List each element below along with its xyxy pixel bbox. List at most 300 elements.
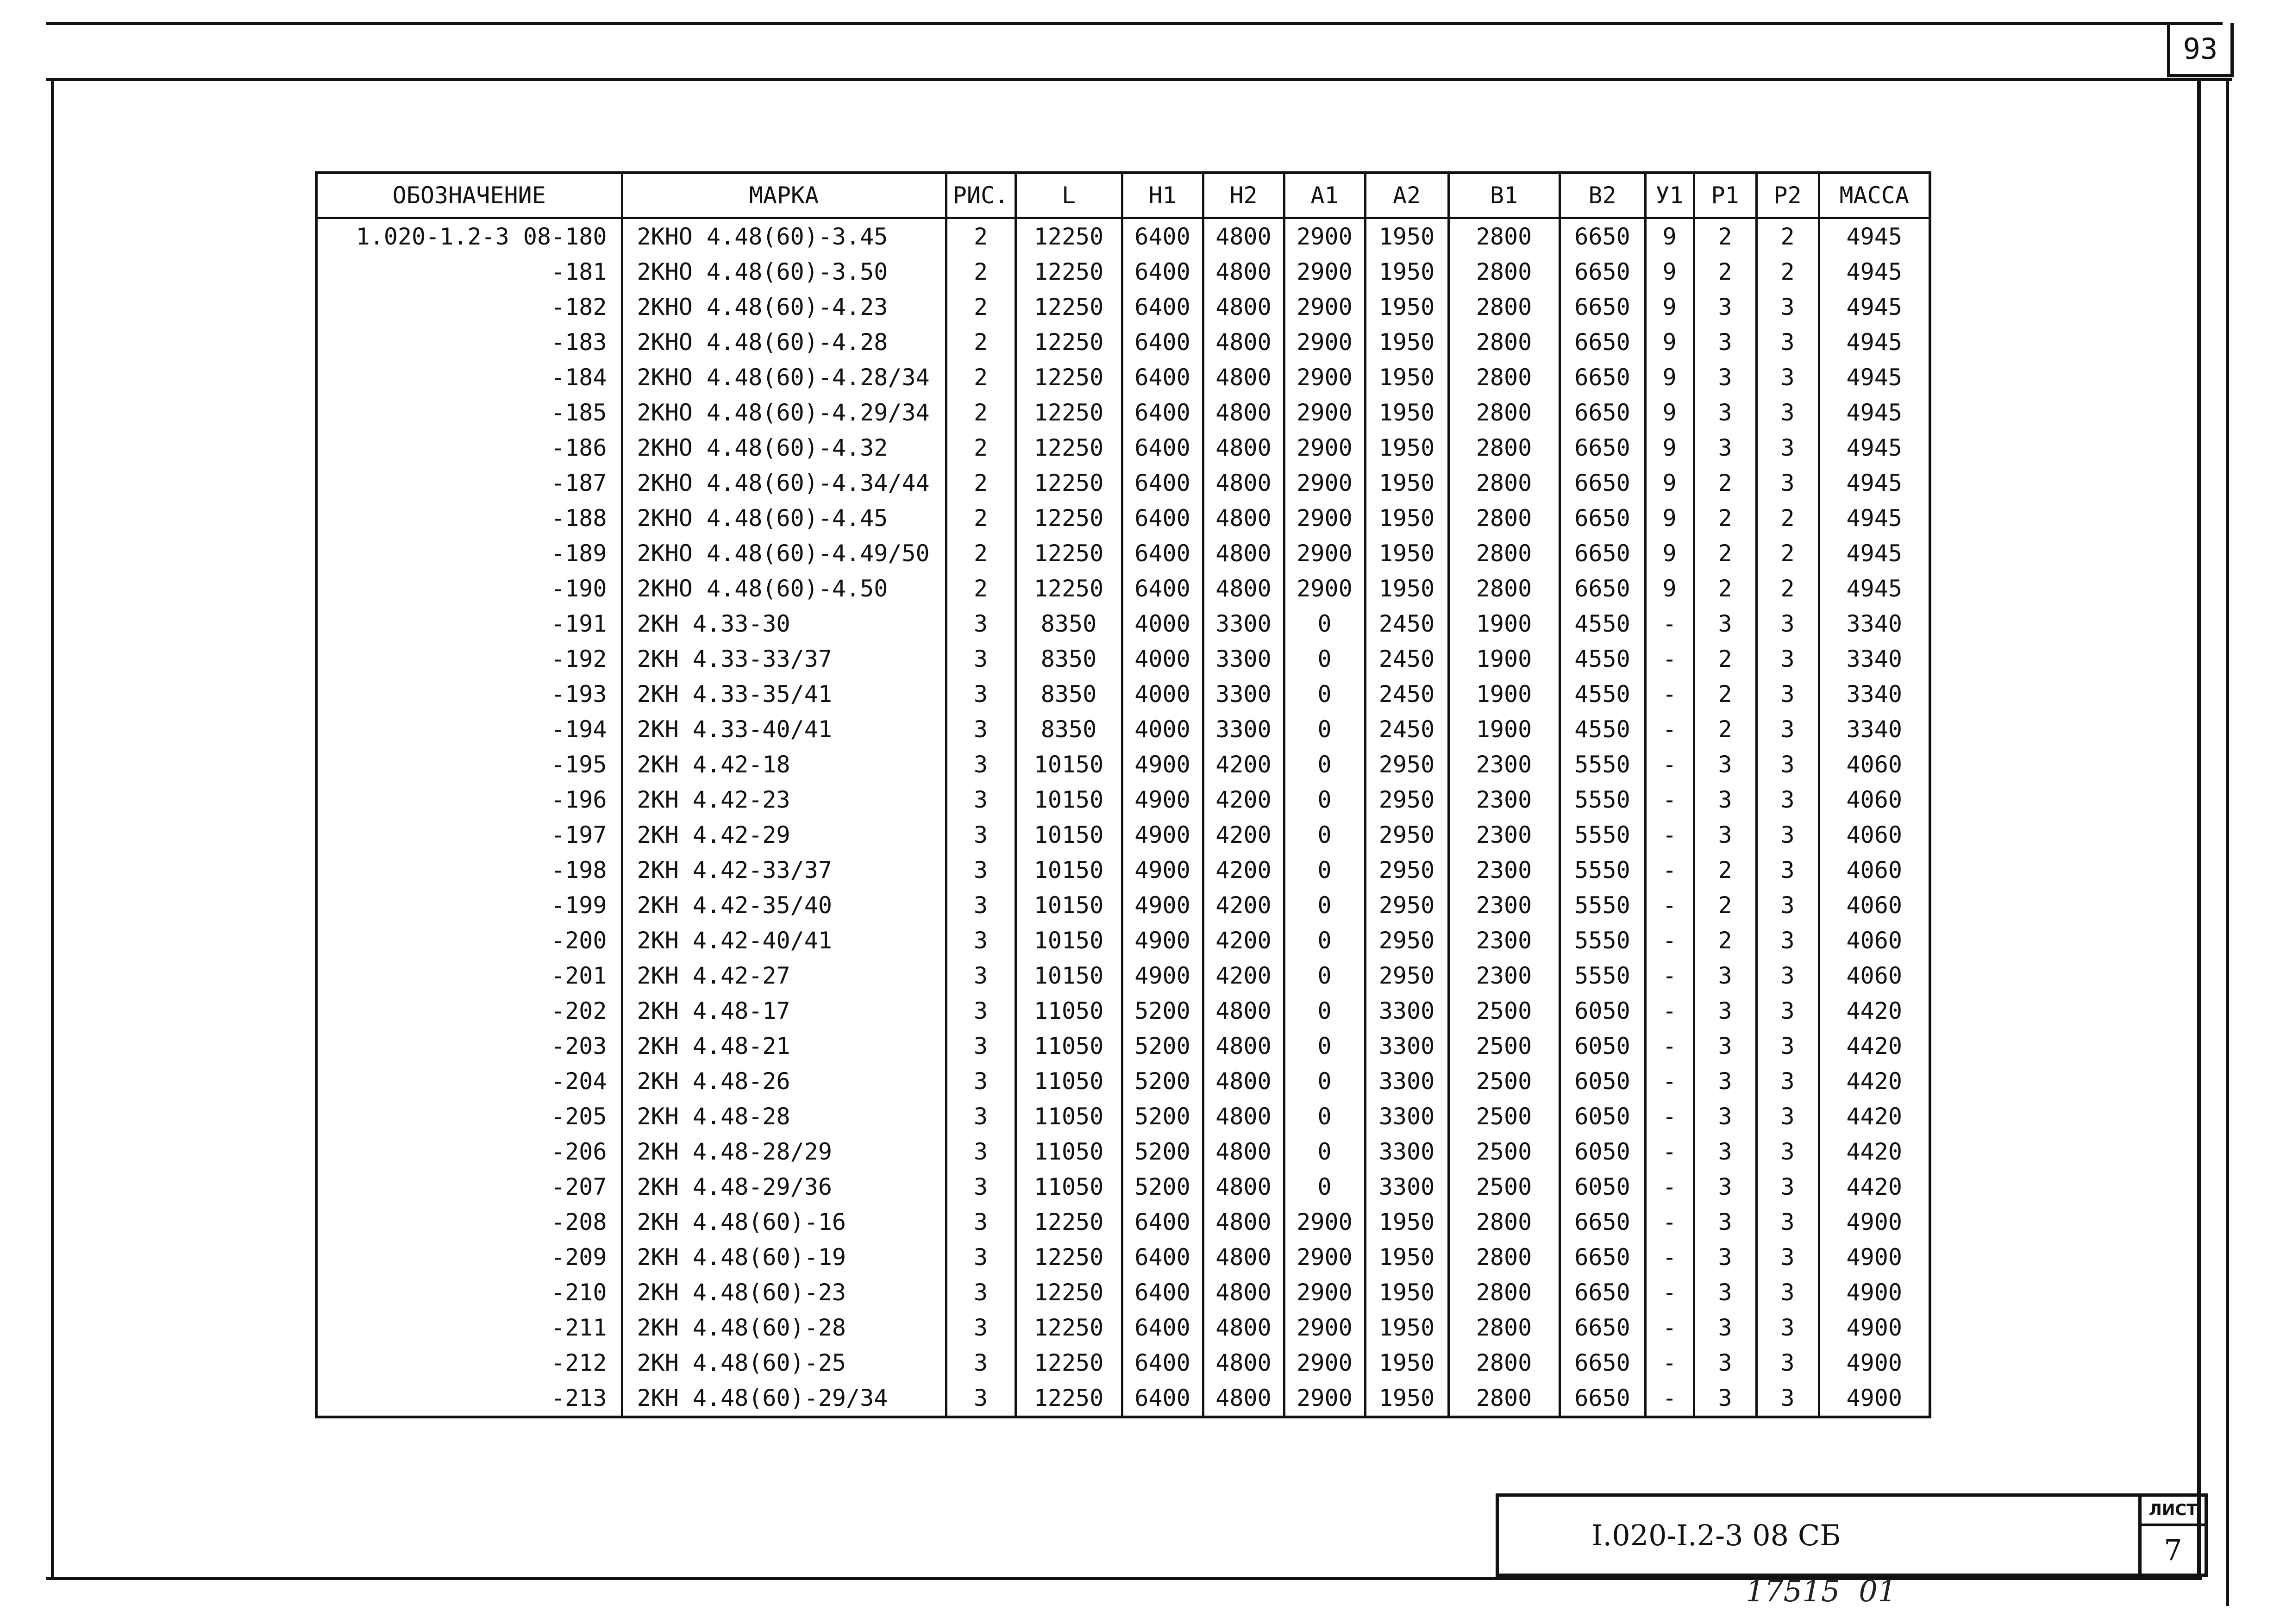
table-cell: 3 [946,958,1015,993]
table-cell: 4200 [1203,923,1284,958]
table-cell: 4945 [1819,501,1930,536]
table-cell: 3 [1694,1204,1756,1240]
table-cell: 3300 [1365,1028,1448,1064]
table-cell: 2 [1694,853,1756,888]
table-cell: 2 [1756,501,1819,536]
table-cell: 12250 [1015,501,1122,536]
table-cell: -200 [551,927,607,954]
table-cell: 4900 [1122,923,1203,958]
table-cell: 2800 [1448,1240,1560,1275]
table-cell: 3 [1756,1064,1819,1099]
table-cell: 2800 [1448,465,1560,501]
table-cell: 3340 [1819,712,1930,747]
table-cell: 5550 [1560,782,1645,817]
table-cell: 4420 [1819,993,1930,1028]
table-cell: 5550 [1560,853,1645,888]
table-cell: 2 [946,395,1015,430]
table-cell: 2900 [1284,218,1365,255]
table-cell: 2КН 4.42-29 [622,817,946,853]
table-cell: 4800 [1203,1204,1284,1240]
sheet-label: ЛИСТ [2142,1497,2205,1526]
table-cell: 3 [1756,677,1819,712]
table-cell: 3300 [1365,1064,1448,1099]
table-cell: 3 [1694,958,1756,993]
table-cell: 4945 [1819,325,1930,360]
table-cell: - [1645,1169,1694,1204]
table-cell: 4000 [1122,712,1203,747]
table-cell: 12250 [1015,289,1122,325]
table-row [316,325,1930,360]
table-cell: -183 [551,329,607,356]
table-cell: 2950 [1365,747,1448,782]
table-cell: 6400 [1122,1345,1203,1380]
table-cell: 2800 [1448,1380,1560,1417]
table-cell: 2800 [1448,395,1560,430]
table-cell: 6650 [1560,501,1645,536]
table-cell: 4800 [1203,395,1284,430]
table-cell: 3 [1756,1028,1819,1064]
table-cell: 2950 [1365,853,1448,888]
table-cell: 4800 [1203,1169,1284,1204]
table-cell: 12250 [1015,430,1122,465]
table-cell: 2 [1694,254,1756,289]
table-cell: 2КН 4.48(60)-16 [622,1204,946,1240]
table-row [316,1099,1930,1134]
table-cell: 4060 [1819,747,1930,782]
table-row [316,571,1930,606]
table-cell: 2КН 4.42-18 [622,747,946,782]
table-cell: 3 [1694,993,1756,1028]
table-cell: 4900 [1819,1380,1930,1417]
table-cell: 3300 [1203,677,1284,712]
table-cell: 2950 [1365,888,1448,923]
table-cell: 6650 [1560,536,1645,571]
table-cell: 2 [946,289,1015,325]
table-cell: 3 [1756,395,1819,430]
table-cell: -181 [551,258,607,285]
table-cell: 3 [1694,1345,1756,1380]
table-cell: 4800 [1203,1028,1284,1064]
handwritten-note: 17515 01 [1746,1574,1897,1609]
table-cell: -209 [551,1244,607,1271]
table-cell: 2900 [1284,1275,1365,1310]
table-cell: 3 [946,1345,1015,1380]
table-cell: - [1645,606,1694,641]
table-cell: 2 [1694,465,1756,501]
table-cell: 3 [946,712,1015,747]
table-cell: 1950 [1365,1275,1448,1310]
table-cell: 4060 [1819,782,1930,817]
table-cell: 4900 [1122,817,1203,853]
table-cell: 4550 [1560,712,1645,747]
table-cell: 2300 [1448,747,1560,782]
table-cell: 2800 [1448,430,1560,465]
table-cell: -203 [551,1033,607,1060]
table-cell: -194 [551,716,607,743]
table-row [316,782,1930,817]
column-header: МАССА [1819,173,1930,218]
table-cell: 4550 [1560,606,1645,641]
table-cell: 2 [946,360,1015,395]
table-cell: 4200 [1203,782,1284,817]
table-cell: 2 [946,430,1015,465]
table-cell: 10150 [1015,782,1122,817]
table-cell: 4900 [1122,782,1203,817]
table-cell: 3300 [1365,1169,1448,1204]
table-cell: 2800 [1448,1310,1560,1345]
table-cell: 2 [946,325,1015,360]
table-cell: 9 [1645,360,1694,395]
table-cell: 6650 [1560,1345,1645,1380]
table-cell: 3 [1694,1099,1756,1134]
sheet-number: 7 [2164,1533,2182,1567]
table-cell: 9 [1645,465,1694,501]
table-header-row [316,173,1930,218]
table-cell: 2900 [1284,1345,1365,1380]
table-cell: 3 [1694,1169,1756,1204]
table-cell: 1950 [1365,325,1448,360]
table-cell: 2КН 4.42-35/40 [622,888,946,923]
table-cell: 12250 [1015,1275,1122,1310]
table-cell: 2 [1694,501,1756,536]
table-cell: 1950 [1365,395,1448,430]
table-cell: 3 [1694,1064,1756,1099]
table-cell: 4800 [1203,254,1284,289]
table-row [316,395,1930,430]
table-cell: 3 [1756,853,1819,888]
table-cell: 4800 [1203,1064,1284,1099]
table-cell: 3 [1756,993,1819,1028]
table-cell: 0 [1284,1134,1365,1169]
table-cell: 9 [1645,254,1694,289]
table-cell: 2900 [1284,395,1365,430]
table-cell: 2900 [1284,1380,1365,1417]
table-cell: 3 [1756,1380,1819,1417]
table-cell: 6050 [1560,993,1645,1028]
table-cell: 4900 [1122,747,1203,782]
table-cell: 2КНО 4.48(60)-3.45 [622,218,946,255]
table-cell: 2 [1756,218,1819,255]
table-cell: 1950 [1365,1345,1448,1380]
table-cell: 0 [1284,817,1365,853]
table-cell: 3 [1694,1134,1756,1169]
table-cell: 12250 [1015,360,1122,395]
table-cell: 6650 [1560,395,1645,430]
table-cell: 12250 [1015,1380,1122,1417]
table-cell: 4900 [1819,1240,1930,1275]
table-cell: 1.020-1.2-3 08-180 [356,223,607,250]
table-cell: 11050 [1015,993,1122,1028]
table-cell: 6650 [1560,360,1645,395]
table-cell: 3 [1694,395,1756,430]
table-cell: 4900 [1122,958,1203,993]
table-cell: 6400 [1122,1240,1203,1275]
table-cell: 6650 [1560,325,1645,360]
table-cell: 3 [1756,1275,1819,1310]
table-cell: 2КН 4.48-17 [622,993,946,1028]
table-cell: - [1645,817,1694,853]
table-cell: 12250 [1015,1204,1122,1240]
table-cell: 3 [946,1064,1015,1099]
table-cell: 11050 [1015,1028,1122,1064]
table-cell: 3 [946,1380,1015,1417]
document-code: I.020-I.2-3 08 СБ [1591,1518,1841,1552]
table-cell: 4800 [1203,1134,1284,1169]
table-row [316,888,1930,923]
table-cell: 4945 [1819,360,1930,395]
table-cell: 2800 [1448,571,1560,606]
table-row [316,677,1930,712]
table-cell: 6400 [1122,218,1203,255]
table-cell: 3 [1756,923,1819,958]
table-cell: 2КН 4.48-28 [622,1099,946,1134]
table-cell: 6650 [1560,218,1645,255]
table-cell: 2900 [1284,465,1365,501]
table-cell: 2300 [1448,853,1560,888]
table-cell: -186 [551,434,607,461]
column-header: L [1015,173,1122,218]
table-cell: - [1645,993,1694,1028]
table-cell: 2КНО 4.48(60)-4.29/34 [622,395,946,430]
table-cell: 3 [1694,606,1756,641]
table-cell: 9 [1645,571,1694,606]
table-cell: 6400 [1122,430,1203,465]
sheet-box [2138,1493,2208,1577]
table-cell: 2300 [1448,958,1560,993]
table-cell: 2500 [1448,1028,1560,1064]
table-cell: 6650 [1560,1310,1645,1345]
table-cell: 0 [1284,888,1365,923]
table-cell: 2 [1694,677,1756,712]
table-cell: 4200 [1203,747,1284,782]
table-cell: - [1645,782,1694,817]
specification-table [315,171,1931,1418]
table-cell: 11050 [1015,1169,1122,1204]
column-header: A1 [1284,173,1365,218]
table-cell: 2КН 4.48-29/36 [622,1169,946,1204]
table-cell: -185 [551,399,607,426]
table-cell: 2450 [1365,712,1448,747]
table-cell: 4800 [1203,1345,1284,1380]
table-cell: 6650 [1560,289,1645,325]
table-cell: 6400 [1122,465,1203,501]
table-cell: 4200 [1203,958,1284,993]
column-header: ОБОЗНАЧЕНИЕ [316,173,622,218]
table-cell: 2 [946,465,1015,501]
table-cell: 3 [946,1028,1015,1064]
table-cell: 1950 [1365,1380,1448,1417]
table-cell: 3 [1756,606,1819,641]
table-cell: 3 [1694,1240,1756,1275]
table-cell: -204 [551,1068,607,1095]
table-cell: 8350 [1015,606,1122,641]
table-cell: 4900 [1122,888,1203,923]
table-cell: 4945 [1819,536,1930,571]
table-row [316,641,1930,677]
table-cell: - [1645,958,1694,993]
table-cell: 4060 [1819,888,1930,923]
table-cell: 2900 [1284,571,1365,606]
table-cell: 2300 [1448,888,1560,923]
table-cell: 6400 [1122,1380,1203,1417]
table-cell: -210 [551,1279,607,1306]
table-cell: - [1645,1240,1694,1275]
table-cell: 4800 [1203,993,1284,1028]
table-cell: 3 [946,817,1015,853]
table-cell: 2950 [1365,782,1448,817]
table-cell: 2900 [1284,289,1365,325]
table-cell: 11050 [1015,1064,1122,1099]
table-row [316,712,1930,747]
table-cell: 2КН 4.33-35/41 [622,677,946,712]
table-cell: 10150 [1015,747,1122,782]
table-cell: 3300 [1365,1099,1448,1134]
table-cell: 12250 [1015,1310,1122,1345]
table-row [316,218,1930,255]
table-cell: 4200 [1203,853,1284,888]
table-cell: 0 [1284,606,1365,641]
table-cell: 2500 [1448,1064,1560,1099]
table-cell: 2900 [1284,1204,1365,1240]
table-cell: 12250 [1015,536,1122,571]
table-cell: 2800 [1448,360,1560,395]
table-cell: 4060 [1819,853,1930,888]
table-cell: 1950 [1365,1240,1448,1275]
table-cell: 5200 [1122,1028,1203,1064]
table-cell: 2КН 4.48(60)-28 [622,1310,946,1345]
table-cell: 2950 [1365,923,1448,958]
page-number: 93 [2183,31,2218,66]
table-cell: 4800 [1203,218,1284,255]
table-cell: - [1645,677,1694,712]
table-cell: 3 [1694,289,1756,325]
table-cell: 3 [1694,782,1756,817]
table-cell: 4060 [1819,958,1930,993]
table-cell: -190 [551,575,607,602]
column-header: P1 [1694,173,1756,218]
table-cell: - [1645,1064,1694,1099]
table-cell: 2800 [1448,325,1560,360]
table-cell: 8350 [1015,641,1122,677]
table-cell: 0 [1284,677,1365,712]
table-cell: 12250 [1015,465,1122,501]
table-row [316,1169,1930,1204]
table-cell: 2КНО 4.48(60)-4.28/34 [622,360,946,395]
table-cell: 2800 [1448,1345,1560,1380]
table-cell: -184 [551,364,607,391]
table-cell: 6650 [1560,571,1645,606]
table-row [316,1064,1930,1099]
table-cell: 2800 [1448,501,1560,536]
table-cell: 6400 [1122,536,1203,571]
table-cell: 4800 [1203,536,1284,571]
table-cell: 2КН 4.42-23 [622,782,946,817]
table-cell: 5200 [1122,1064,1203,1099]
table-cell: - [1645,712,1694,747]
table-cell: 2500 [1448,993,1560,1028]
table-cell: 4420 [1819,1099,1930,1134]
table-cell: -201 [551,962,607,989]
table-cell: 9 [1645,536,1694,571]
table-cell: 4060 [1819,817,1930,853]
table-cell: 6050 [1560,1099,1645,1134]
table-cell: 2800 [1448,1275,1560,1310]
table-cell: 2КНО 4.48(60)-3.50 [622,254,946,289]
table-cell: 2900 [1284,360,1365,395]
table-cell: 1950 [1365,360,1448,395]
table-cell: -187 [551,470,607,496]
table-cell: 1950 [1365,571,1448,606]
table-cell: 5550 [1560,888,1645,923]
table-cell: - [1645,1310,1694,1345]
column-header: A2 [1365,173,1448,218]
table-cell: 3 [1756,1345,1819,1380]
table-cell: 4900 [1819,1275,1930,1310]
table-cell: 5200 [1122,1134,1203,1169]
table-row [316,289,1930,325]
frame-right-outer [2226,78,2229,1606]
table-cell: 6400 [1122,395,1203,430]
table-cell: 2 [1694,888,1756,923]
table-cell: 2950 [1365,958,1448,993]
table-cell: 1950 [1365,536,1448,571]
table-cell: 4800 [1203,1099,1284,1134]
table-cell: -191 [551,610,607,637]
top-rule [46,22,2223,25]
table-cell: 2КН 4.48-21 [622,1028,946,1064]
table-cell: 4420 [1819,1169,1930,1204]
table-row [316,1310,1930,1345]
table-cell: 6050 [1560,1064,1645,1099]
table-cell: 2КНО 4.48(60)-4.45 [622,501,946,536]
table-cell: -193 [551,681,607,708]
table-cell: 3 [946,1310,1015,1345]
table-cell: 2900 [1284,430,1365,465]
table-cell: 2 [1694,571,1756,606]
table-cell: 1900 [1448,641,1560,677]
table-cell: 2900 [1284,254,1365,289]
table-cell: 12250 [1015,571,1122,606]
table-cell: 0 [1284,1099,1365,1134]
table-cell: 2800 [1448,1204,1560,1240]
table-cell: 0 [1284,712,1365,747]
table-cell: -199 [551,892,607,919]
table-cell: 2500 [1448,1134,1560,1169]
table-cell: 2450 [1365,606,1448,641]
column-header: H2 [1203,173,1284,218]
table-cell: 3 [946,993,1015,1028]
table-cell: 6050 [1560,1028,1645,1064]
column-header: РИС. [946,173,1015,218]
table-cell: 0 [1284,641,1365,677]
table-cell: 4000 [1122,677,1203,712]
table-row [316,606,1930,641]
table-cell: 3 [1756,1134,1819,1169]
table-cell: 4800 [1203,501,1284,536]
table-cell: 3 [1756,1204,1819,1240]
table-cell: 4945 [1819,289,1930,325]
table-cell: 4420 [1819,1028,1930,1064]
table-cell: 3340 [1819,641,1930,677]
table-row [316,923,1930,958]
table-cell: 6650 [1560,465,1645,501]
table-cell: 3300 [1203,712,1284,747]
table-row [316,747,1930,782]
page-number-box [2167,23,2234,77]
table-cell: 1950 [1365,1310,1448,1345]
table-cell: 3 [1756,1169,1819,1204]
table-cell: 3340 [1819,677,1930,712]
